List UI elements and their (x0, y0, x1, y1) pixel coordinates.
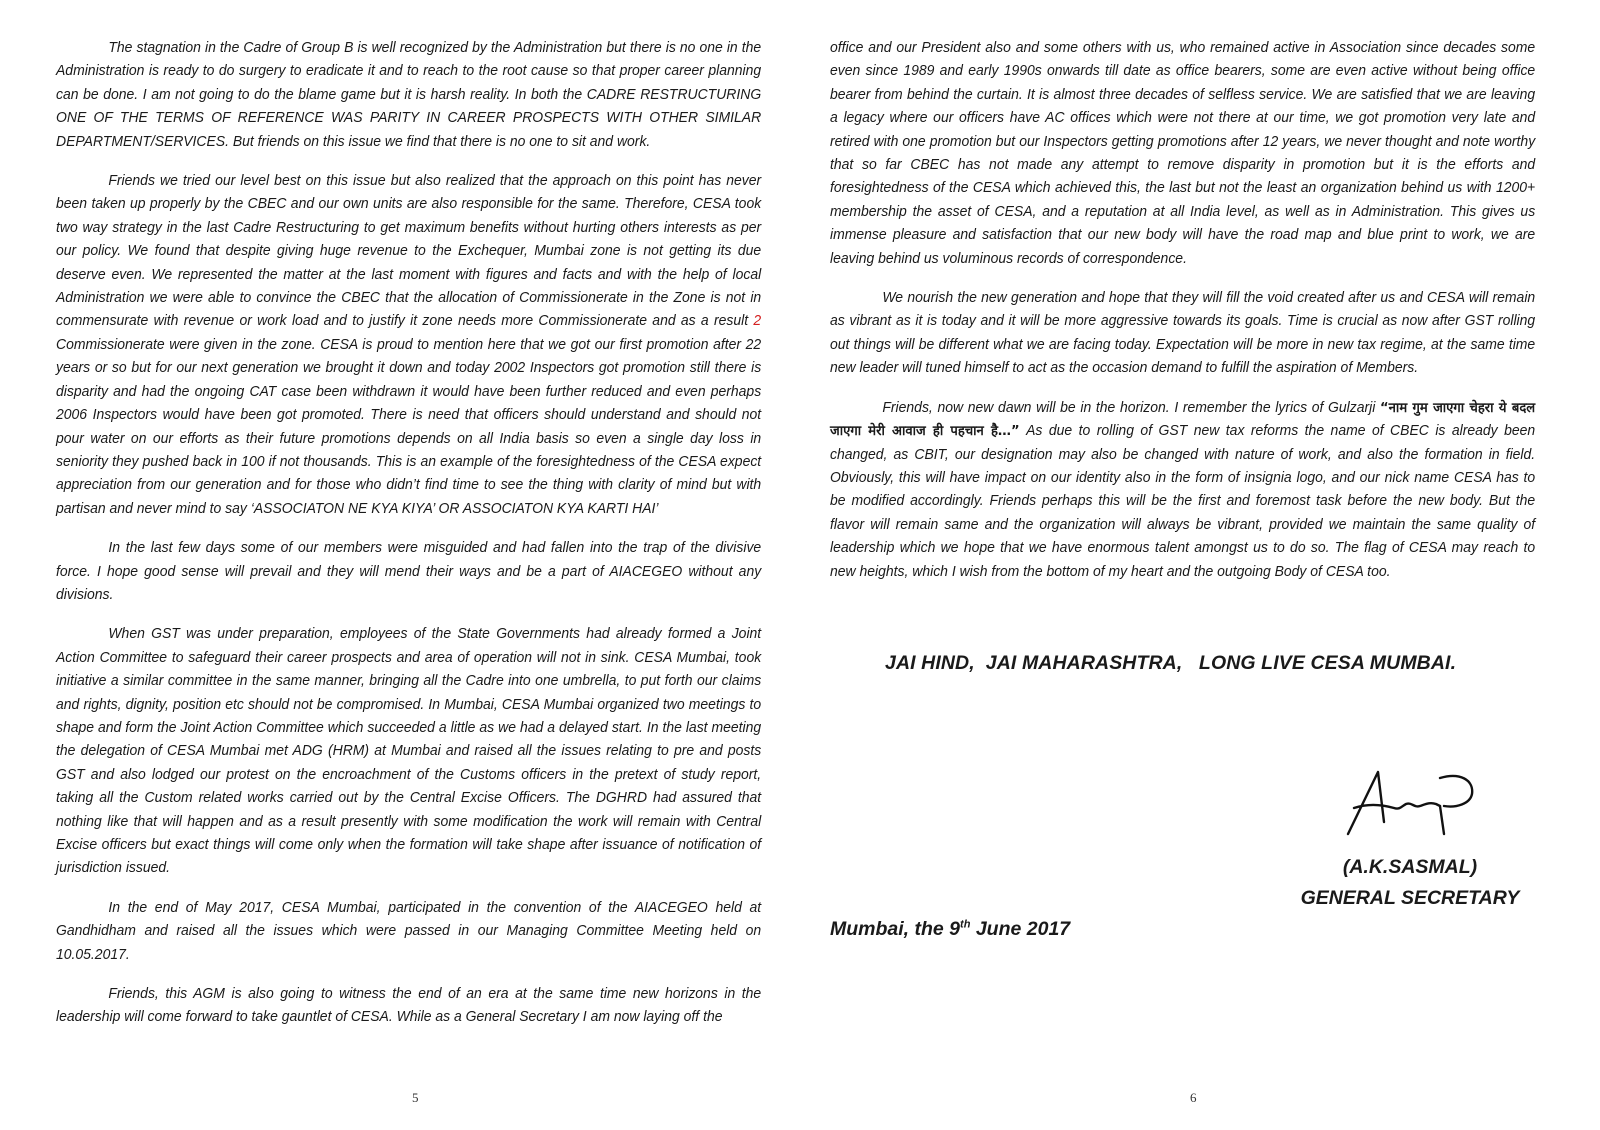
paragraph: In the end of May 2017, CESA Mumbai, participated in the convention of the AIACEGEO held at Gandhidham and raised all the issues which were passed in our Managing Committee Meeting held on 10.05.2017. (56, 899, 762, 963)
paragraph: In the last few days some of our members were misguided and had fallen into the trap of the divisive force. I hope good sense will prevail and they will mend their ways and be a part of AIACEGEO without any divisions. (56, 540, 762, 603)
paragraph-text: Friends, now new dawn will be in the horizon. I remember the lyrics of Gulzarji (882, 399, 1381, 416)
paragraph (830, 397, 1535, 584)
closing-slogan: JAI HIND, JAI MAHARASHTRA, LONG LIVE CESA MUMBAI. (885, 652, 1457, 674)
signatory-title: GENERAL SECRETARY (1300, 887, 1520, 909)
page-right (800, 0, 1600, 1130)
signatory-name: (A.K.SASMAL) (1342, 856, 1478, 878)
paragraph: The stagnation in the Cadre of Group B is well recognized by the Administration but there is no one in the Administration is ready to do surgery to eradicate it and to reach to the root cause so that proper career planning can be done. I am not going to do the blame game but it is harsh reality. In both the CADRE RESTRUCTURING ONE OF THE TERMS OF REFERENCE WAS PARITY IN CAREER PROSPECTS WITH OTHER SIMILAR DEPARTMENT/SERVICES. But friends on this issue we find that there is no one to sit and work. (56, 40, 762, 150)
date-ordinal-suffix: th (960, 918, 971, 931)
signature-image (1340, 768, 1480, 840)
paragraph: Friends, this AGM is also going to witness the end of an era at the same time new horizons in the leadership will come forward to take gauntlet of CESA. While as a General Secretary I am now laying off the (56, 986, 762, 1026)
paragraph-text: As due to rolling of GST new tax reforms the name of CBEC is already been changed, as CBIT, our designation may also be changed with nature of work, and also the formation in field. Obviously, this will have impact on our identity also in the form of insignia logo, and our nick name CESA has to be modified accordingly. Friends perhaps this will be the first and foremost task before the new body. But the flavor will remain same and the organization will always be vibrant, provided we maintain the same quality of leadership which we hope that we have enormous talent amongst us to do so. The flag of CESA may reach to new heights, which I wish from the bottom of my heart and the outgoing Body of CESA too. (830, 423, 1536, 580)
paragraph: When GST was under preparation, employees of the State Governments had already formed a Joint Action Committee to safeguard their career prospects and area of operation will not in sink. CESA Mumbai, took initiative a similar committee in the same manner, bringing all the Cadre into one umbrella, to put forth our claims and rights, dignity, position etc should not be compromised. In Mumbai, CESA Mumbai organized two meetings to shape and form the Joint Action Committee which succeeded a little as we had a delayed start. In the last meeting the delegation of CESA Mumbai met ADG (HRM) at Mumbai and raised all the issues relating to pre and posts GST and also lodged our protest on the encroachment of the Customs officers in the pretext of study report, taking all the Custom related works carried out by the Central Excise Officers. The DGHRD had assured that nothing like that will happen and as a result presently with some modification the work will remain with Central Excise officers but exact things will come only when the formation will take shape after issuance of notification of jurisdiction issued. (56, 626, 762, 877)
paragraph: We nourish the new generation and hope that they will fill the void created after us and CESA will remain as vibrant as it is today and it will be more aggressive towards its goals. Time is crucial as now after GST rolling out things will be different what we are facing today. Expectation will be more in new tax regime, at the same time new leader will tuned himself to act as the occasion demand to fulfill the aspiration of Members. (830, 290, 1536, 377)
paragraph-text: Commissionerate were given in the zone. CESA is proud to mention here that we got our first promotion after 22 years or so but for our next generation we brought it down and today 2002 Inspectors got promotion still there is disparity and had the ongoing CAT case been withdrawn it would have been further reduced and even perhaps 2006 Inspectors would have been got promoted. There is need that officers should understand and should not pour water on our efforts as their future promotions depends on all India basis so even a single day loss in seniority they pushed back in 100 if not thousands. This is an example of the foresightedness of the CESA expect appreciation from our generation and for those who didn’t find time to see the thing with clarity of mind but with partisan and never mind to say ‘ASSOCIATON NE KYA KIYA’ OR ASSOCIATON KYA KARTI HAI’ (56, 336, 762, 517)
text-column-right (830, 37, 1557, 600)
paragraph-text: Friends we tried our level best on this issue but also realized that the approach on this point has never been taken up properly by the CBEC and our own units are also responsible for the same. Therefore, CESA took two way strategy in the last Cadre Restructuring to get maximum benefits without hurting others interests as per our policy. We found that despite giving huge revenue to the Exchequer, Mumbai zone is not getting its due deserve even. We represented the matter at the last moment with figures and facts and with the help of local Administration we were able to convince the CBEC that the allocation of Commissionerate in the Zone is not in commensurate with revenue or work load and to justify it zone needs more Commissionerate and as a result (56, 173, 762, 330)
page-number: 5 (412, 1090, 419, 1105)
text-column-left (56, 37, 783, 1046)
hindi-quote: “नाम गुम जाएगा चेहरा ये बदल जाएगा मेरी आवाज ही पहचान है…” (830, 399, 1536, 440)
highlighted-number: 2 (753, 313, 762, 330)
paragraph: office and our President also and some others with us, who remained active in Association since decades some even since 1989 and early 1990s onwards till date as office bearers, some are even active without being office bearer from behind the curtain. It is almost three decades of selfless service. We are satisfied that we are leaving a legacy where our officers have AC offices which were not there at our time, we got promotion very late and retired with one promotion but our Inspectors getting promotions after 12 years, we never thought and note worthy that so far CBEC has not made any attempt to remove disparity in promotion but it is the efforts and foresightedness of the CESA which achieved this, the last but not the least an organization behind us with 1200+ membership the asset of CESA, and a reputation at all India level, as well as in Administration. This gives us immense pleasure and satisfaction that our new body will have the road map and blue print to work, we are leaving behind us voluminous records of correspondence. (830, 40, 1536, 267)
place-date (830, 918, 1070, 941)
page-number: 6 (1190, 1090, 1197, 1105)
place-date-prefix: Mumbai, the 9 (830, 918, 961, 940)
paragraph (56, 170, 761, 521)
signatory-block (1280, 852, 1540, 914)
place-date-suffix: June 2017 (970, 918, 1071, 940)
